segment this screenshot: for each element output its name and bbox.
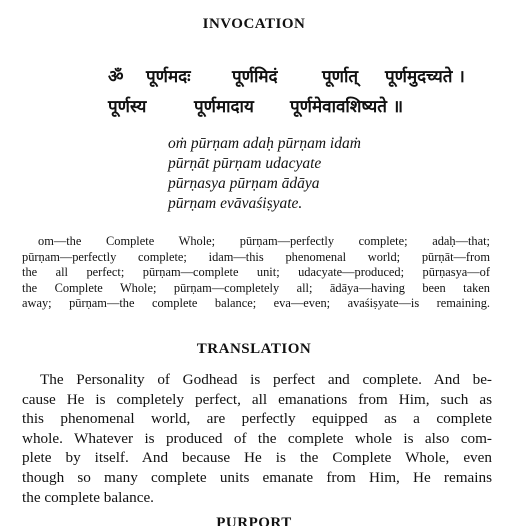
translation-heading: TRANSLATION [196,341,312,357]
invocation-heading: INVOCATION [202,16,306,32]
sanskrit-word: पूर्णस्य [108,97,147,117]
transliteration-line: pūrṇam evāvaśiṣyate. [168,195,303,212]
transliteration-line: pūrṇāt pūrṇam udacyate [168,155,322,172]
translation-line: cause He is completely perfect, all emanations from Him, such as [22,390,492,408]
translation-line: whole. Whatever is produced of the complete whole is also com- [22,429,492,447]
synonyms-line: away; pūrṇam—the complete balance; eva—even; avaśiṣyate—is remaining. [22,296,490,311]
translation-line: the complete balance. [22,488,154,506]
synonyms-line: om—the Complete Whole; pūrṇam—perfectly complete; adaḥ—that; [38,234,490,248]
synonyms-line: pūrṇam—perfectly complete; idam—this phenomenal world; pūrṇāt—from [22,249,490,264]
word-for-word-synonyms [22,234,490,312]
sanskrit-word: पूर्णमुदच्यते । [385,67,465,87]
translation-line: plete by itself. And because He is the Complete Whole, even [22,449,492,467]
sanskrit-word: पूर्णमादाय [194,97,254,117]
translation-line: this phenomenal world, are perfectly equipped as a complete [22,410,492,428]
purport-heading: PURPORT [216,515,292,526]
sanskrit-word: पूर्णमेवावशिष्यते ॥ [290,97,404,117]
translation-line: The Personality of Godhead is perfect and complete. And be- [40,371,492,388]
sanskrit-word: पूर्णात् [322,67,359,87]
synonyms-line: the all perfect; pūrṇam—complete unit; udacyate—produced; pūrṇasya—of [22,265,490,280]
transliteration-block [168,134,361,214]
sanskrit-word: पूर्णमदः [146,67,191,87]
synonyms-line: the Complete Whole; pūrṇam—completely all; ādāya—having been taken [22,280,490,295]
translation-line: though so many complete units emanate from Him, He remains [22,468,492,486]
translation-paragraph [22,370,492,507]
transliteration-line: oṁ pūrṇam adaḥ pūrṇam idaṁ [168,135,361,152]
sanskrit-word: ॐ [108,67,124,87]
transliteration-line: pūrṇasya pūrṇam ādāya [168,175,320,192]
sanskrit-word: पूर्णमिदं [232,67,278,87]
